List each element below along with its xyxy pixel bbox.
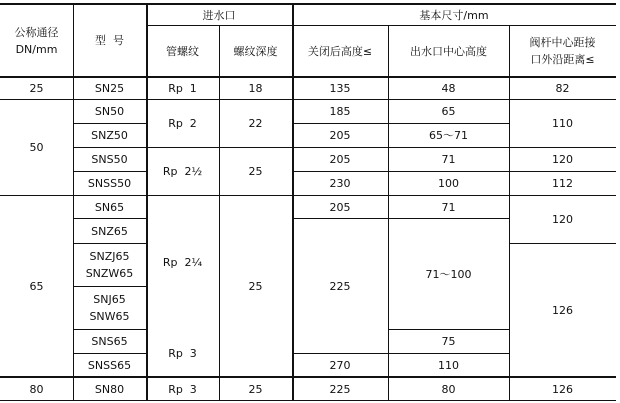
cell-depth-18	[219, 77, 292, 99]
cell-stem-126-a	[509, 244, 616, 376]
cell-stem-120-a	[509, 148, 616, 171]
header-pipe-thread	[146, 26, 219, 76]
cell-closed-135	[292, 77, 388, 99]
cell-outlet-71-100	[388, 219, 509, 329]
header-stem-distance-line1: 阀杆中心距接	[529, 36, 596, 49]
cell-model-snss65	[73, 354, 146, 376]
cell-outlet-71-a	[388, 148, 509, 171]
cell-outlet-65	[388, 100, 509, 123]
header-thread-depth-label: 螺纹深度	[233, 44, 278, 58]
thread-rp2-half-text: Rp 2½	[162, 165, 203, 178]
thread-rp1-text: Rp 1	[168, 81, 197, 95]
model-sns50-text: SNS50	[91, 153, 128, 166]
header-pipe-thread-label: 管螺纹	[166, 44, 199, 58]
cell-dn-50	[0, 100, 73, 195]
header-outlet-height-label: 出水口中心高度	[410, 44, 487, 58]
closed-205-b-text: 205	[329, 153, 351, 166]
cell-model-sns50	[73, 148, 146, 171]
closed-225-b-text: 225	[329, 382, 351, 396]
header-inlet	[146, 5, 292, 25]
header-model	[73, 5, 146, 76]
outlet-65-text: 65	[441, 105, 456, 118]
cell-model-snj65	[73, 287, 146, 329]
cell-thread-rp1	[146, 77, 219, 99]
cell-model-snz50	[73, 124, 146, 147]
depth-22-text: 22	[248, 117, 263, 130]
outlet-71-a-text: 71	[441, 153, 456, 166]
closed-270-text: 270	[329, 358, 351, 372]
cell-model-sn80	[73, 378, 146, 400]
outlet-75-text: 75	[441, 335, 456, 348]
cell-thread-rp2-quarter	[146, 196, 219, 329]
cell-closed-185	[292, 100, 388, 123]
header-closed-height-label: 关闭后高度≤	[307, 44, 373, 58]
cell-stem-126-b	[509, 378, 616, 400]
cell-closed-225-b	[292, 378, 388, 400]
thread-rp3-b-text: Rp 3	[168, 382, 197, 396]
model-snz50-text: SNZ50	[91, 129, 128, 142]
stem-112-text: 112	[552, 177, 573, 190]
outlet-110-text: 110	[438, 358, 459, 372]
cell-stem-82	[509, 77, 616, 99]
header-basic-size	[292, 5, 616, 25]
cell-outlet-71-b	[388, 196, 509, 218]
cell-outlet-100	[388, 172, 509, 195]
model-snw65-text: SNW65	[89, 310, 130, 323]
cell-outlet-65-71	[388, 124, 509, 147]
closed-230-text: 230	[329, 177, 351, 190]
cell-outlet-110	[388, 354, 509, 376]
stem-120-a-text: 120	[552, 153, 573, 166]
cell-model-snz65	[73, 219, 146, 243]
cell-closed-270	[292, 354, 388, 376]
header-dn-line2: DN/mm	[15, 42, 58, 56]
header-thread-depth	[219, 26, 292, 76]
cell-thread-rp2-half	[146, 148, 219, 195]
stem-126-a-text: 126	[552, 303, 573, 317]
stem-110-text: 110	[552, 117, 573, 130]
outlet-48-text: 48	[441, 81, 456, 95]
depth-25-b-text: 25	[248, 279, 263, 293]
stem-82-text: 82	[555, 81, 570, 95]
cell-model-sns65	[73, 330, 146, 353]
header-basic-size-label: 基本尺寸/mm	[419, 8, 489, 22]
depth-18-text: 18	[248, 81, 263, 95]
header-dn-line1: 公称通径	[14, 25, 59, 39]
cell-model-snzj65	[73, 244, 146, 286]
outlet-80-text: 80	[441, 382, 456, 396]
cell-outlet-80	[388, 378, 509, 400]
model-sn25-text: SN25	[94, 81, 125, 95]
dn-25-text: 25	[29, 81, 44, 95]
cell-depth-25-a	[219, 148, 292, 195]
outlet-100-text: 100	[438, 177, 459, 190]
rule-bottom	[0, 400, 616, 401]
cell-dn-65	[0, 196, 73, 376]
cell-model-sn50	[73, 100, 146, 123]
cell-depth-25-b	[219, 196, 292, 376]
cell-outlet-75	[388, 330, 509, 353]
model-snj65-text: SNJ65	[93, 293, 126, 306]
cell-depth-25-c	[219, 378, 292, 400]
outlet-71-b-text: 71	[441, 200, 456, 214]
model-snzj65-text: SNZJ65	[89, 250, 130, 263]
depth-25-a-text: 25	[248, 165, 263, 178]
header-model-label: 型 号	[95, 34, 124, 47]
dn-80-text: 80	[29, 382, 44, 396]
cell-closed-230	[292, 172, 388, 195]
stem-120-b-text: 120	[552, 213, 573, 226]
header-stem-distance-line2: 口外沿距离≤	[530, 53, 595, 66]
header-stem-distance	[509, 26, 616, 76]
model-snz65-text: SNZ65	[91, 224, 128, 238]
dn-50-text: 50	[29, 141, 44, 154]
cell-thread-rp3-b	[146, 378, 219, 400]
cell-model-sn65	[73, 196, 146, 218]
thread-rp2-text: Rp 2	[168, 117, 197, 130]
model-snzw65-text: SNZW65	[85, 267, 134, 280]
thread-rp3-a-text: Rp 3	[168, 346, 197, 360]
closed-205-c-text: 205	[329, 200, 351, 214]
outlet-71-100-text: 71～100	[425, 267, 472, 281]
model-sn65-text: SN65	[94, 200, 125, 214]
cell-closed-225-a	[292, 219, 388, 353]
closed-135-text: 135	[329, 81, 351, 95]
cell-dn-25	[0, 77, 73, 99]
cell-thread-rp3-a	[146, 330, 219, 376]
cell-stem-120-b	[509, 196, 616, 243]
cell-stem-110	[509, 100, 616, 147]
model-snss50-text: SNSS50	[87, 177, 132, 190]
model-sn50-text: SN50	[94, 105, 125, 118]
closed-185-text: 185	[329, 105, 351, 118]
model-sns65-text: SNS65	[91, 335, 128, 348]
model-sn80-text: SN80	[94, 382, 125, 396]
cell-thread-rp2	[146, 100, 219, 147]
cell-depth-22	[219, 100, 292, 147]
stem-126-b-text: 126	[552, 382, 573, 396]
cell-dn-80	[0, 378, 73, 400]
header-closed-height	[292, 26, 388, 76]
cell-model-sn25	[73, 77, 146, 99]
closed-205-a-text: 205	[329, 129, 351, 142]
dn-65-text: 65	[29, 279, 44, 293]
cell-closed-205-c	[292, 196, 388, 218]
depth-25-c-text: 25	[248, 382, 263, 396]
cell-outlet-48	[388, 77, 509, 99]
closed-225-a-text: 225	[329, 279, 351, 293]
header-inlet-label: 进水口	[202, 8, 236, 22]
thread-rp2-quarter-text: Rp 2¼	[162, 256, 203, 269]
cell-closed-205-b	[292, 148, 388, 171]
cell-model-snss50	[73, 172, 146, 195]
outlet-65-71-text: 65～71	[429, 129, 468, 142]
header-dn	[0, 5, 73, 76]
model-snss65-text: SNSS65	[87, 358, 132, 372]
header-outlet-height	[388, 26, 509, 76]
cell-stem-112	[509, 172, 616, 195]
cell-closed-205-a	[292, 124, 388, 147]
